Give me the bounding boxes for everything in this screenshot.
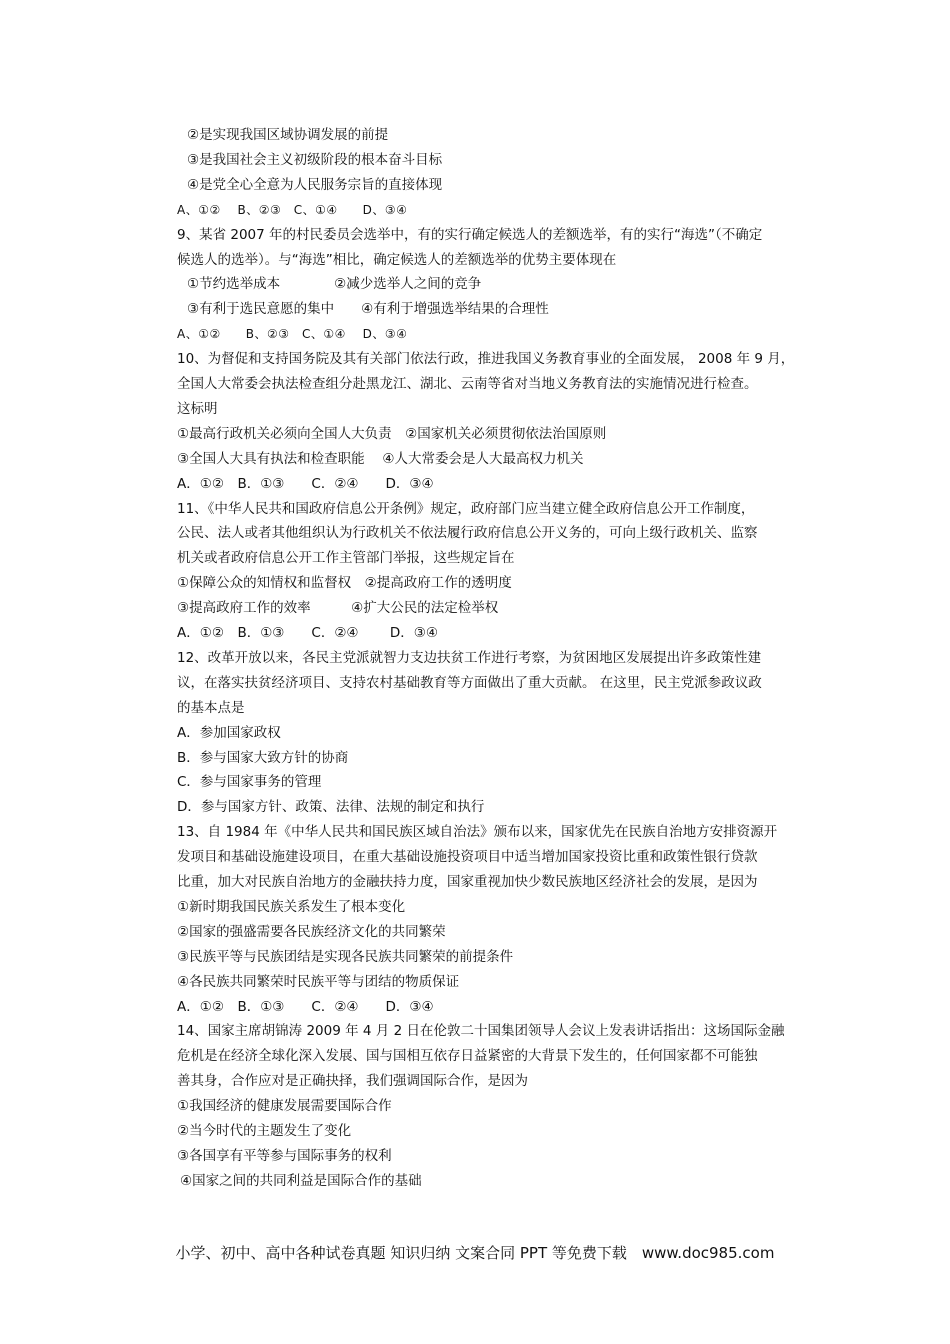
text-line: ①保障公众的知情权和监督权 ②提高政府工作的透明度 <box>177 575 512 591</box>
text-line: 全国人大常委会执法检查组分赴黑龙江、湖北、云南等省对当地义务教育法的实施情况进行检查。 <box>177 376 758 392</box>
text-line: ①节约选举成本 ②减少选举人之间的竞争 <box>187 276 482 292</box>
text-line: 12、改革开放以来，各民主党派就智力支边扶贫工作进行考察，为贫困地区发展提出许多政策性建 <box>177 650 762 666</box>
text-line: A．①② B．①③ C．②④ D．③④ <box>177 999 434 1015</box>
text-line: D．参与国家方针、政策、法律、法规的制定和执行 <box>177 799 485 815</box>
text-line: ②国家的强盛需要各民族经济文化的共同繁荣 <box>177 924 446 940</box>
text-line: A、①② B、②③ C、①④ D、③④ <box>177 327 408 341</box>
text-line: ③提高政府工作的效率 ④扩大公民的法定检举权 <box>177 600 499 616</box>
text-line: 14、国家主席胡锦涛 2009 年 4 月 2 日在伦敦二十国集团领导人会议上发表讲话指出：这场国际金融 <box>177 1023 785 1039</box>
text-line: 10、为督促和支持国务院及其有关部门依法行政，推进我国义务教育事业的全面发展， 2008 年 9 月， <box>177 351 795 367</box>
text-line: 9、某省 2007 年的村民委员会选举中，有的实行确定候选人的差额选举，有的实行“海选”（不确定 <box>177 227 763 243</box>
text-line: ③各国享有平等参与国际事务的权利 <box>177 1148 392 1164</box>
text-line: 的基本点是 <box>177 700 245 716</box>
text-line: A．①② B．①③ C．②④ D．③④ <box>177 476 434 492</box>
text-line: 发项目和基础设施建设项目，在重大基础设施投资项目中适当增加国家投资比重和政策性银行贷款 <box>177 849 758 865</box>
text-line: ③全国人大具有执法和检查职能 ④人大常委会是人大最高权力机关 <box>177 451 584 467</box>
text-line: ③有利于选民意愿的集中 ④有利于增强选举结果的合理性 <box>187 301 549 317</box>
page-footer: 小学、初中、高中各种试卷真题 知识归纳 文案合同 PPT 等免费下载 www.doc985.com <box>175 1244 775 1262</box>
text-line: 比重，加大对民族自治地方的金融扶持力度，国家重视加快少数民族地区经济社会的发展，是因为 <box>177 874 758 890</box>
text-line: 这标明 <box>177 401 218 417</box>
text-line: 善其身，合作应对是正确抉择，我们强调国际合作，是因为 <box>177 1073 528 1089</box>
text-line: ④国家之间的共同利益是国际合作的基础 <box>180 1173 422 1189</box>
text-line: 11、《中华人民共和国政府信息公开条例》规定，政府部门应当建立健全政府信息公开工作制度， <box>177 501 755 517</box>
text-line: 13、自 1984 年《中华人民共和国民族区域自治法》颁布以来，国家优先在民族自治地方安排资源开 <box>177 824 778 840</box>
text-line: ③是我国社会主义初级阶段的根本奋斗目标 <box>187 152 443 168</box>
text-line: ①我国经济的健康发展需要国际合作 <box>177 1098 392 1114</box>
text-line: ②当今时代的主题发生了变化 <box>177 1123 352 1139</box>
text-line: 公民、法人或者其他组织认为行政机关不依法履行政府信息公开义务的，可向上级行政机关、监察 <box>177 525 758 541</box>
text-line: 机关或者政府信息公开工作主管部门举报，这些规定旨在 <box>177 550 515 566</box>
text-line: 候选人的选举）。与“海选”相比，确定候选人的差额选举的优势主要体现在 <box>177 252 617 268</box>
text-line: ④各民族共同繁荣时民族平等与团结的物质保证 <box>177 974 460 990</box>
text-line: B．参与国家大致方针的协商 <box>177 750 349 766</box>
text-line: ③民族平等与民族团结是实现各民族共同繁荣的前提条件 <box>177 949 514 965</box>
text-line: ①最高行政机关必须向全国人大负责 ②国家机关必须贯彻依法治国原则 <box>177 426 607 442</box>
text-line: ④是党全心全意为人民服务宗旨的直接体现 <box>187 177 443 193</box>
text-line: ②是实现我国区域协调发展的前提 <box>187 127 389 143</box>
text-line: A．①② B．①③ C．②④ D．③④ <box>177 625 438 641</box>
text-line: A、①② B、②③ C、①④ D、③④ <box>177 203 408 217</box>
text-line: 议，在落实扶贫经济项目、支持农村基础教育等方面做出了重大贡献。 在这里，民主党派参政议政 <box>177 675 762 691</box>
text-line: 危机是在经济全球化深入发展、国与国相互依存日益紧密的大背景下发生的，任何国家都不可能独 <box>177 1048 758 1064</box>
text-line: C．参与国家事务的管理 <box>177 774 322 790</box>
text-line: A．参加国家政权 <box>177 725 281 741</box>
text-line: ①新时期我国民族关系发生了根本变化 <box>177 899 406 915</box>
